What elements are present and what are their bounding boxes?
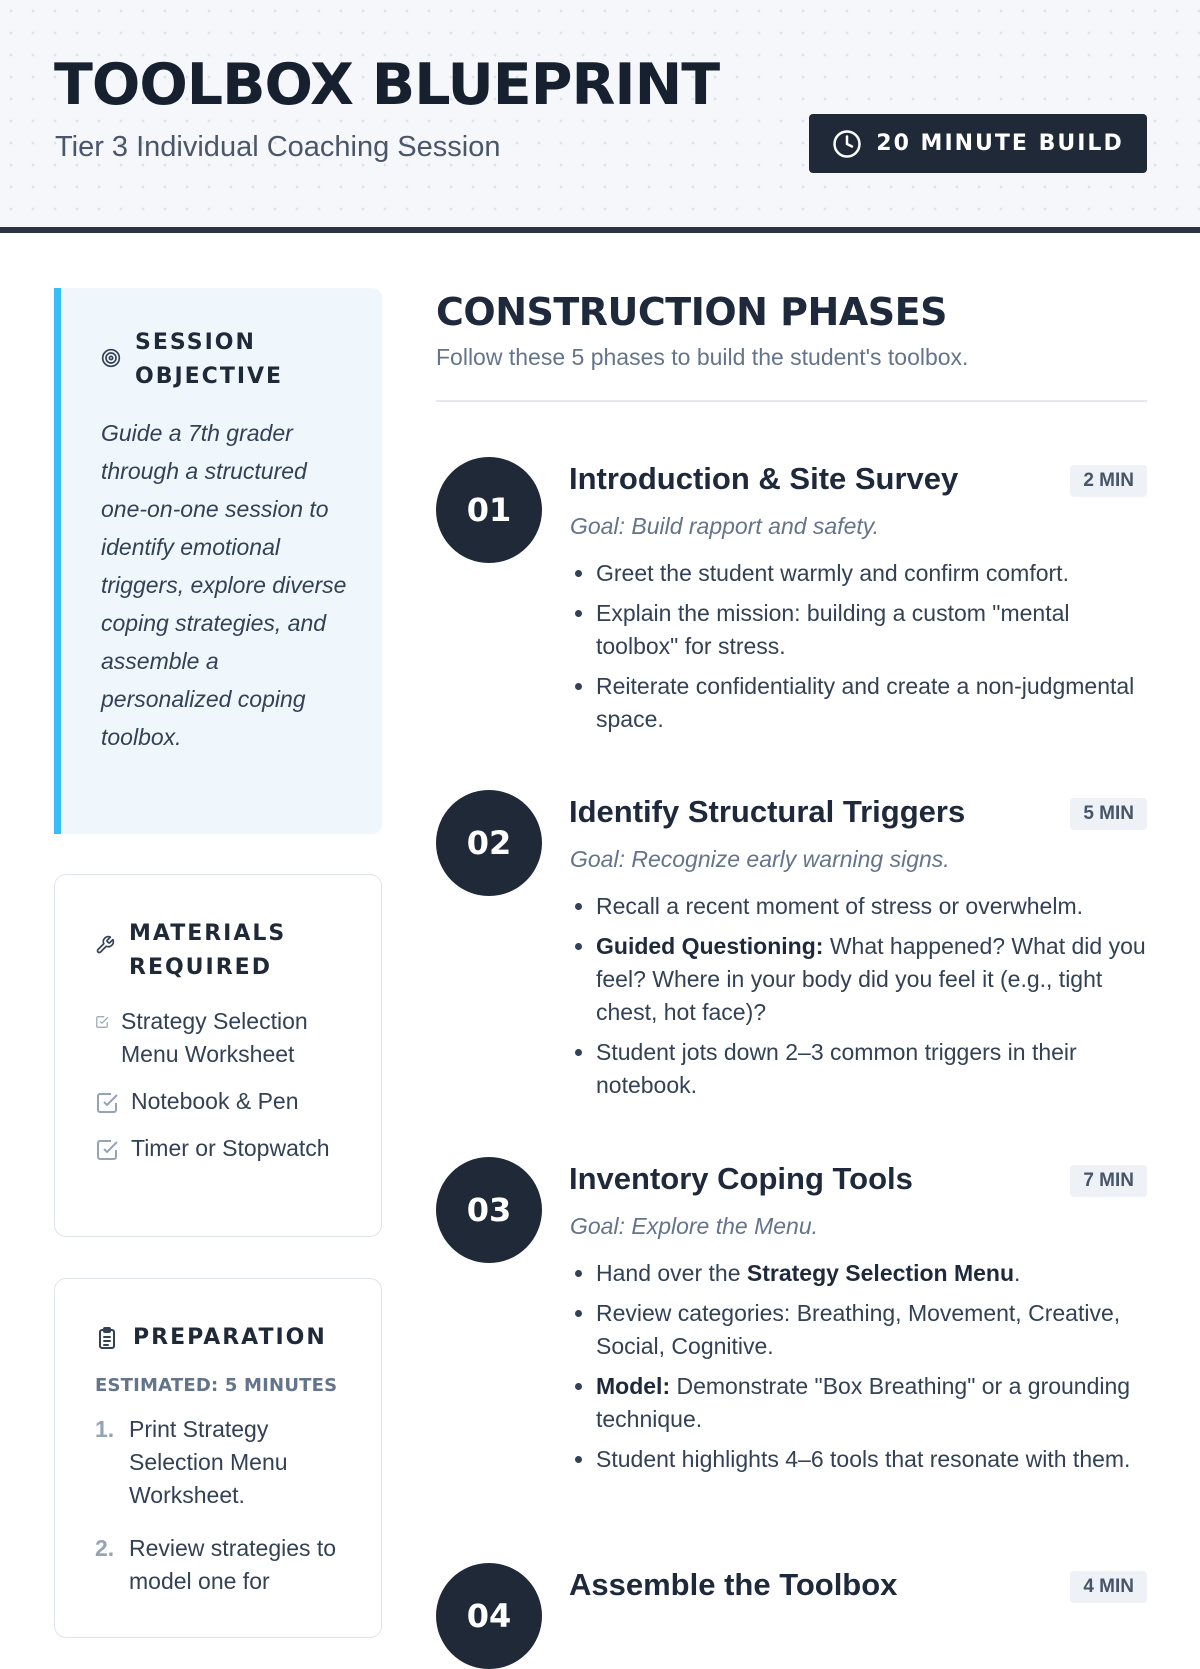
phase-step: • Explain the mission: building a custom "mental toolbox" for stress. xyxy=(596,597,1147,663)
phase-goal: Goal: Explore the Menu. xyxy=(570,1213,819,1239)
page-header xyxy=(0,0,1200,233)
phase-step: • Review categories: Breathing, Movement, Creative, Social, Cognitive. xyxy=(596,1297,1147,1363)
wrench-icon xyxy=(95,935,115,955)
section-subtitle: Follow these 5 phases to build the student's toolbox. xyxy=(436,344,969,370)
step-text: Print Strategy Selection Menu Worksheet. xyxy=(129,1416,288,1508)
checkbox-icon xyxy=(95,1138,119,1162)
preparation-step xyxy=(95,1413,355,1512)
phase-title: Identify Structural Triggers xyxy=(569,794,966,829)
phase-duration-badge: 7 MIN xyxy=(1070,1165,1147,1197)
step-text: Review strategies to model one for xyxy=(129,1535,337,1594)
phase-number: 02 xyxy=(436,790,542,896)
step-number: 2. xyxy=(95,1535,115,1561)
preparation-step xyxy=(95,1532,355,1598)
phase-step: • Recall a recent moment of stress or overwhelm. xyxy=(596,890,1147,923)
phase-steps xyxy=(596,1257,1147,1483)
preparation-card xyxy=(54,1278,382,1638)
page-title: TOOLBOX BLUEPRINT xyxy=(54,52,720,118)
clock-icon xyxy=(832,129,862,159)
materials-list xyxy=(95,1005,365,1179)
material-label: Strategy Selection Menu Worksheet xyxy=(121,1008,308,1067)
preparation-steps xyxy=(95,1413,355,1618)
preparation-heading: PREPARATION xyxy=(133,1325,327,1350)
checkbox-icon xyxy=(95,1015,109,1029)
phase-step: • Guided Questioning: What happened? What did you feel? Where in your body did you feel it (e.g., tight chest, hot face)? xyxy=(596,930,1147,1029)
material-label: Notebook & Pen xyxy=(131,1088,299,1114)
phase-step: • Model: Demonstrate "Box Breathing" or a grounding technique. xyxy=(596,1370,1147,1436)
objective-text: Guide a 7th grader through a structured one-on-one session to identify emotional triggers, explore diverse coping strategies, and assemble a personalized coping toolbox. xyxy=(101,420,347,750)
build-time-label: 20 MINUTE BUILD xyxy=(876,131,1124,156)
phase-step: • Student highlights 4–6 tools that resonate with them. xyxy=(596,1443,1147,1476)
phase-step: • Student jots down 2–3 common triggers in their notebook. xyxy=(596,1036,1147,1102)
clipboard-icon xyxy=(95,1326,119,1350)
phase-step: • Greet the student warmly and confirm comfort. xyxy=(596,557,1147,590)
materials-card xyxy=(54,874,382,1237)
materials-heading: MATERIALS REQUIRED xyxy=(129,921,287,980)
material-label: Timer or Stopwatch xyxy=(131,1135,330,1161)
phase-step: • Hand over the Strategy Selection Menu. xyxy=(596,1257,1147,1290)
material-item xyxy=(95,1005,365,1071)
phase-goal: Goal: Build rapport and safety. xyxy=(570,513,879,539)
preparation-estimate: ESTIMATED: 5 MINUTES xyxy=(95,1375,338,1396)
target-icon xyxy=(101,348,121,368)
phase-number: 04 xyxy=(436,1563,542,1669)
section-title: CONSTRUCTION PHASES xyxy=(436,290,947,334)
material-item xyxy=(95,1085,365,1118)
phase-duration-badge: 2 MIN xyxy=(1070,465,1147,497)
phase-title: Inventory Coping Tools xyxy=(569,1161,913,1196)
phase-number: 03 xyxy=(436,1157,542,1263)
material-item xyxy=(95,1132,365,1165)
phase-duration-badge: 4 MIN xyxy=(1070,1571,1147,1603)
step-number: 1. xyxy=(95,1416,115,1442)
phase-duration-badge: 5 MIN xyxy=(1070,798,1147,830)
phase-steps xyxy=(596,557,1147,743)
phase-number: 01 xyxy=(436,457,542,563)
checkbox-icon xyxy=(95,1091,119,1115)
phase-step: • Reiterate confidentiality and create a non-judgmental space. xyxy=(596,670,1147,736)
section-divider xyxy=(436,400,1147,402)
phase-title: Assemble the Toolbox xyxy=(569,1567,898,1602)
phase-steps xyxy=(596,890,1147,1109)
page-subtitle: Tier 3 Individual Coaching Session xyxy=(55,131,501,163)
build-time-badge xyxy=(809,114,1147,173)
phase-title: Introduction & Site Survey xyxy=(569,461,959,496)
phase-goal: Goal: Recognize early warning signs. xyxy=(570,846,950,872)
session-objective-card xyxy=(54,288,382,834)
objective-heading: SESSION OBJECTIVE xyxy=(135,330,284,389)
